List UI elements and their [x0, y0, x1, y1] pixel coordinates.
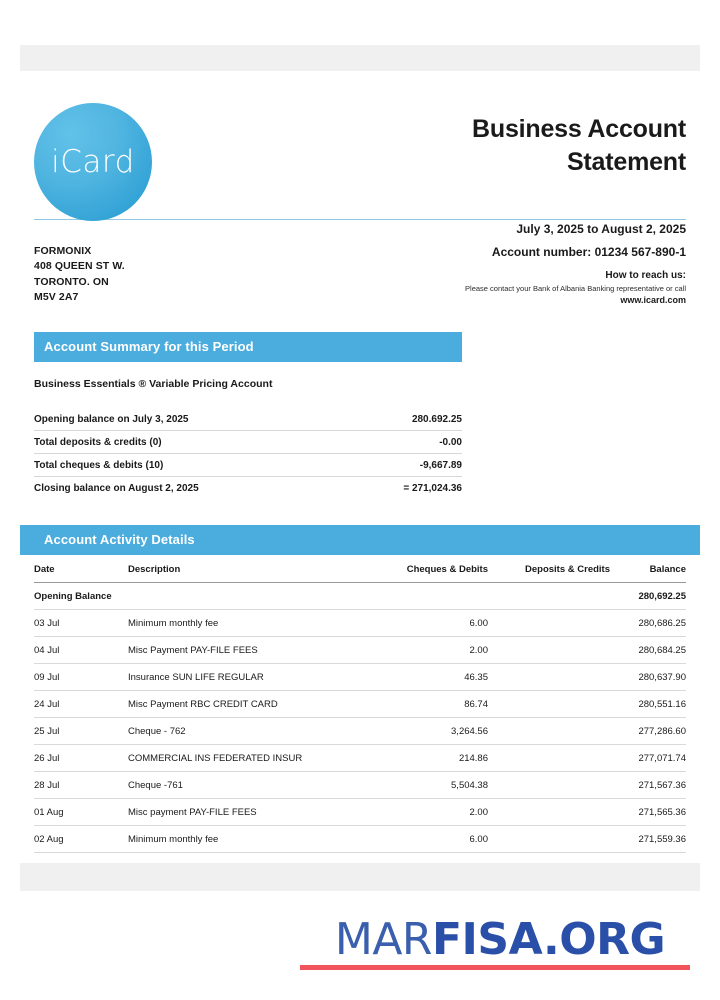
cell-date: 26 Jul — [34, 753, 60, 764]
summary-row-value: = 271,024.36 — [403, 483, 462, 494]
customer-street: 408 QUEEN ST W. — [34, 260, 125, 273]
watermark-part1: MAR — [334, 914, 432, 965]
customer-name: FORMONIX — [34, 245, 92, 257]
account-activity-bar: Account Activity Details — [20, 525, 700, 555]
cell-date: 28 Jul — [34, 780, 60, 791]
watermark-part2: FISA — [432, 914, 543, 965]
page-title-line2: Statement — [566, 148, 686, 176]
watermark — [300, 914, 700, 970]
table-row — [34, 691, 686, 718]
page-title — [472, 113, 686, 179]
cell-debit: 2.00 — [469, 807, 488, 818]
table-header-row — [34, 555, 686, 583]
cell-balance: 271,567.36 — [638, 780, 686, 791]
bottom-grey-band — [20, 863, 700, 891]
opening-balance-value: 280,692.25 — [638, 591, 686, 602]
statement-period: July 3, 2025 to August 2, 2025 — [516, 222, 686, 236]
summary-row-value: 280.692.25 — [411, 414, 462, 425]
activity-table — [34, 555, 686, 853]
table-row — [34, 799, 686, 826]
cell-description: Minimum monthly fee — [128, 834, 219, 845]
cell-date: 03 Jul — [34, 618, 60, 629]
cell-balance: 271,565.36 — [638, 807, 686, 818]
summary-row — [34, 408, 462, 431]
account-number: Account number: 01234 567-890-1 — [491, 245, 686, 259]
cell-debit: 2.00 — [469, 645, 488, 656]
cell-description: Misc payment PAY-FILE FEES — [128, 807, 257, 818]
cell-description: Insurance SUN LIFE REGULAR — [128, 672, 264, 683]
account-summary-section — [34, 362, 462, 499]
statement-meta — [256, 222, 686, 305]
column-header-description: Description — [128, 564, 181, 575]
cell-date: 04 Jul — [34, 645, 60, 656]
cell-date: 24 Jul — [34, 699, 60, 710]
customer-address — [34, 244, 125, 305]
cell-description: Minimum monthly fee — [128, 618, 219, 629]
table-row — [34, 664, 686, 691]
cell-description: Cheque -761 — [128, 780, 183, 791]
page-title-line1: Business Account — [472, 115, 686, 143]
customer-postal: M5V 2A7 — [34, 290, 79, 303]
opening-balance-label: Opening Balance — [34, 591, 112, 602]
cell-description: COMMERCIAL INS FEDERATED INSUR — [128, 753, 303, 764]
column-header-balance: Balance — [649, 564, 686, 575]
summary-row-value: -0.00 — [439, 437, 462, 448]
cell-balance: 277,071.74 — [638, 753, 686, 764]
product-name: Business Essentials ® Variable Pricing Account — [34, 378, 273, 390]
activity-rows — [34, 610, 686, 853]
table-row — [34, 637, 686, 664]
cell-debit: 6.00 — [469, 834, 488, 845]
cell-balance: 280,684.25 — [638, 645, 686, 656]
summary-row — [34, 454, 462, 477]
table-row — [34, 610, 686, 637]
cell-debit: 46.35 — [464, 672, 488, 683]
watermark-underline — [300, 965, 690, 970]
column-header-credits: Deposits & Credits — [525, 564, 610, 575]
table-row — [34, 745, 686, 772]
customer-city: TORONTO. ON — [34, 275, 109, 288]
table-row — [34, 826, 686, 853]
cell-description: Cheque - 762 — [128, 726, 186, 737]
cell-date: 01 Aug — [34, 807, 64, 818]
summary-row-label: Total deposits & credits (0) — [34, 437, 162, 448]
table-row — [34, 718, 686, 745]
logo-text: iCard — [51, 144, 135, 180]
watermark-text — [300, 914, 700, 965]
cell-balance: 280,551.16 — [638, 699, 686, 710]
summary-row-value: -9,667.89 — [419, 460, 462, 471]
contact-note: Please contact your Bank of Albania Banking representative or call — [465, 284, 686, 293]
cell-debit: 6.00 — [469, 618, 488, 629]
summary-row-label: Opening balance on July 3, 2025 — [34, 414, 189, 425]
statement-document — [20, 45, 700, 891]
cell-debit: 3,264.56 — [451, 726, 488, 737]
cell-description: Misc Payment RBC CREDIT CARD — [128, 699, 278, 710]
cell-date: 09 Jul — [34, 672, 60, 683]
cell-debit: 214.86 — [458, 753, 488, 764]
address-and-meta — [20, 220, 700, 322]
summary-rows — [34, 408, 462, 499]
icard-logo — [34, 103, 152, 221]
document-header — [20, 71, 700, 211]
cell-debit: 86.74 — [464, 699, 488, 710]
top-grey-band — [20, 45, 700, 71]
cell-balance: 280,686.25 — [638, 618, 686, 629]
column-header-date: Date — [34, 564, 55, 575]
cell-debit: 5,504.38 — [451, 780, 488, 791]
cell-balance: 277,286.60 — [638, 726, 686, 737]
table-row — [34, 772, 686, 799]
cell-date: 02 Aug — [34, 834, 64, 845]
contact-website: www.icard.com — [620, 295, 686, 306]
summary-row-label: Total cheques & debits (10) — [34, 460, 164, 471]
cell-balance: 280,637.90 — [638, 672, 686, 683]
summary-row-label: Closing balance on August 2, 2025 — [34, 483, 199, 494]
summary-row — [34, 431, 462, 454]
column-header-debits: Cheques & Debits — [406, 564, 488, 575]
opening-balance-row — [34, 583, 686, 610]
contact-heading: How to reach us: — [605, 270, 686, 281]
summary-row — [34, 477, 462, 499]
cell-description: Misc Payment PAY-FILE FEES — [128, 645, 258, 656]
cell-date: 25 Jul — [34, 726, 60, 737]
account-summary-bar: Account Summary for this Period — [34, 332, 462, 362]
cell-balance: 271,559.36 — [638, 834, 686, 845]
watermark-part3: .ORG — [543, 914, 666, 965]
